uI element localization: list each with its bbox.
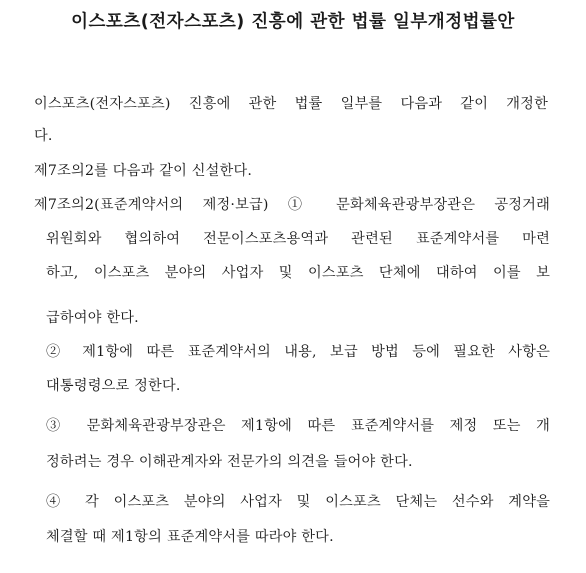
clause-intro: 제7조의2를 다음과 같이 신설한다. xyxy=(34,163,253,179)
article-line: ③ 문화체육관광부장관은 제1항에 따른 표준계약서를 제정 또는 개 xyxy=(46,418,550,434)
article-line: ② 제1항에 따른 표준계약서의 내용, 보급 방법 등에 필요한 사항은 xyxy=(46,344,550,360)
document-title: 이스포츠(전자스포츠) 진흥에 관한 법률 일부개정법률안 xyxy=(71,12,515,32)
article-line: 체결할 때 제1항의 표준계약서를 따라야 한다. xyxy=(46,529,334,545)
article-line: 정하려는 경우 이해관계자와 전문가의 의견을 들어야 한다. xyxy=(46,454,413,470)
article-line: 하고, 이스포츠 분야의 사업자 및 이스포츠 단체에 대하여 이를 보 xyxy=(46,265,550,281)
article-line: ④ 각 이스포츠 분야의 사업자 및 이스포츠 단체는 선수와 계약을 xyxy=(46,494,550,510)
intro-line: 다. xyxy=(34,128,53,144)
article-line: 대통령령으로 정한다. xyxy=(46,378,181,394)
article-line: 급하여야 한다. xyxy=(46,310,139,326)
article-line: 제7조의2(표준계약서의 제정·보급) ① 문화체육관광부장관은 공정거래 xyxy=(34,197,550,213)
article-line: 위원회와 협의하여 전문이스포츠용역과 관련된 표준계약서를 마련 xyxy=(46,231,550,247)
intro-line: 이스포츠(전자스포츠) 진흥에 관한 법률 일부를 다음과 같이 개정한 xyxy=(34,96,548,112)
